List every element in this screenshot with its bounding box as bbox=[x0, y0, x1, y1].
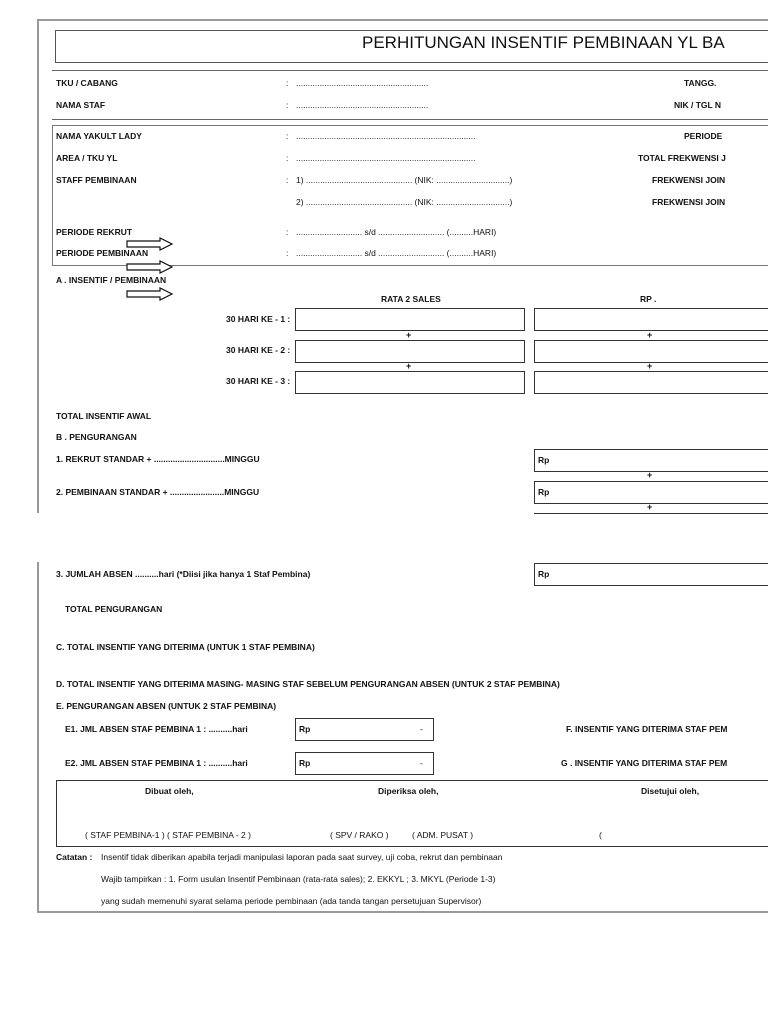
catatan-line-3: yang sudah memenuhi syarat selama periode pembinaan (ada tanda tangan persetujuan Supervisor) bbox=[101, 896, 482, 906]
form-bottom-border bbox=[37, 911, 768, 913]
sum-line bbox=[534, 513, 768, 514]
rp-label: Rp bbox=[299, 758, 311, 768]
adm-pusat-signature: ( ADM. PUSAT ) bbox=[412, 830, 474, 840]
plus-sign: + bbox=[406, 330, 412, 340]
rp-input-3[interactable] bbox=[534, 371, 768, 394]
tku-cabang-field[interactable]: ........................................................ bbox=[296, 78, 429, 88]
form-top-border bbox=[37, 19, 768, 21]
colon: : bbox=[286, 131, 289, 141]
right-arrow-icon bbox=[126, 260, 174, 274]
rp-header: RP . bbox=[640, 294, 657, 304]
e2-label: E2. JML ABSEN STAF PEMBINA 1 : ..........hari bbox=[65, 758, 248, 768]
dibuat-label: Dibuat oleh, bbox=[145, 786, 194, 796]
rp-label: Rp bbox=[299, 724, 311, 734]
nama-staf-field[interactable]: ........................................................ bbox=[296, 100, 429, 110]
rp-input-1[interactable] bbox=[534, 308, 768, 331]
total-frekwensi-label: TOTAL FREKWENSI J bbox=[638, 153, 726, 163]
area-field[interactable]: ............................................................................ bbox=[296, 153, 476, 163]
section-d-label: D. TOTAL INSENTIF YANG DITERIMA MASING- MASING STAF SEBELUM PENGURANGAN ABSEN (UNTUK 2 STAF PEMBINA) bbox=[56, 679, 560, 689]
e1-rp-field[interactable] bbox=[295, 718, 434, 741]
spv-rako-signature: ( SPV / RAKO ) bbox=[330, 830, 389, 840]
plus-sign: + bbox=[647, 330, 653, 340]
pembinaan-standar-label: 2. PEMBINAAN STANDAR + .......................MINGGU bbox=[56, 487, 260, 497]
catatan-line-2: Wajib tampirkan : 1. Form usulan Insentif Pembinaan (rata-rata sales); 2. EKKYL ; 3. MKYL (Periode 1-3) bbox=[101, 874, 496, 884]
catatan-label: Catatan : bbox=[56, 852, 93, 862]
periode-rekrut-label: PERIODE REKRUT bbox=[56, 227, 133, 237]
header-divider-top bbox=[52, 70, 768, 71]
page-title: PERHITUNGAN INSENTIF PEMBINAAN YL BA bbox=[362, 33, 725, 52]
area-label: AREA / TKU YL bbox=[56, 153, 118, 163]
periode-label: PERIODE bbox=[684, 131, 723, 141]
approver-signature: ( bbox=[599, 830, 602, 840]
plus-sign: + bbox=[406, 361, 412, 371]
jumlah-absen-rp-field[interactable] bbox=[534, 563, 768, 586]
staf-pembina-signature: ( STAF PEMBINA-1 ) ( STAF PEMBINA - 2 ) bbox=[85, 830, 251, 840]
colon: : bbox=[286, 153, 289, 163]
right-arrow-icon bbox=[126, 237, 174, 251]
section-c-label: C. TOTAL INSENTIF YANG DITERIMA (UNTUK 1 STAF PEMBINA) bbox=[56, 642, 315, 652]
jumlah-absen-label: 3. JUMLAH ABSEN ..........hari (*Diisi jika hanya 1 Staf Pembina) bbox=[56, 569, 311, 579]
plus-sign: + bbox=[647, 502, 653, 512]
frekwensi-join-1: FREKWENSI JOIN bbox=[652, 175, 726, 185]
e1-value: - bbox=[420, 724, 423, 734]
frekwensi-join-2: FREKWENSI JOIN bbox=[652, 197, 726, 207]
e1-label: E1. JML ABSEN STAF PEMBINA 1 : ..........hari bbox=[65, 724, 248, 734]
colon: : bbox=[286, 78, 289, 88]
f-label: F. INSENTIF YANG DITERIMA STAF PEM bbox=[566, 724, 728, 734]
staff-line-2[interactable]: 2) ............................................. (NIK: ...............................) bbox=[296, 197, 513, 207]
form-left-border bbox=[37, 20, 39, 513]
diperiksa-label: Diperiksa oleh, bbox=[378, 786, 439, 796]
total-insentif-awal-label: TOTAL INSENTIF AWAL bbox=[56, 411, 152, 421]
nama-staf-label: NAMA STAF bbox=[56, 100, 106, 110]
g-label: G . INSENTIF YANG DITERIMA STAF PEM bbox=[561, 758, 728, 768]
tku-cabang-label: TKU / CABANG bbox=[56, 78, 118, 88]
staff-pembinaan-label: STAFF PEMBINAAN bbox=[56, 175, 137, 185]
periode-pembinaan-range[interactable]: ............................ s/d ............................ (..........HARI) bbox=[296, 248, 497, 258]
nik-tgl-label: NIK / TGL N bbox=[674, 100, 722, 110]
periode-rekrut-range[interactable]: ............................ s/d ............................ (..........HARI) bbox=[296, 227, 497, 237]
rata-sales-input-2[interactable] bbox=[295, 340, 525, 363]
colon: : bbox=[286, 227, 289, 237]
pembinaan-standar-rp-field[interactable] bbox=[534, 481, 768, 504]
staff-line-1[interactable]: 1) ............................................. (NIK: ...............................) bbox=[296, 175, 513, 185]
right-arrow-icon bbox=[126, 287, 174, 301]
colon: : bbox=[286, 100, 289, 110]
rata-sales-header: RATA 2 SALES bbox=[381, 294, 441, 304]
disetujui-label: Disetujui oleh, bbox=[641, 786, 700, 796]
rata-sales-input-3[interactable] bbox=[295, 371, 525, 394]
header-divider-bottom bbox=[52, 119, 768, 120]
rp-label: Rp bbox=[538, 487, 550, 497]
colon: : bbox=[286, 248, 289, 258]
nama-yl-label: NAMA YAKULT LADY bbox=[56, 131, 142, 141]
rp-label: Rp bbox=[538, 455, 550, 465]
tanggal-label: TANGG. bbox=[684, 78, 717, 88]
rekrut-standar-rp-field[interactable] bbox=[534, 449, 768, 472]
hari-ke-3-label: 30 HARI KE - 3 : bbox=[226, 376, 291, 386]
hari-ke-2-label: 30 HARI KE - 2 : bbox=[226, 345, 291, 355]
rp-input-2[interactable] bbox=[534, 340, 768, 363]
plus-sign: + bbox=[647, 361, 653, 371]
section-b-label: B . PENGURANGAN bbox=[56, 432, 137, 442]
hari-ke-1-label: 30 HARI KE - 1 : bbox=[226, 314, 291, 324]
section-a-label: A . INSENTIF / PEMBINAAN bbox=[56, 275, 167, 285]
plus-sign: + bbox=[647, 470, 653, 480]
colon: : bbox=[286, 175, 289, 185]
rata-sales-input-1[interactable] bbox=[295, 308, 525, 331]
form-left-border-lower bbox=[37, 562, 39, 912]
rekrut-standar-label: 1. REKRUT STANDAR + ..............................MINGGU bbox=[56, 454, 260, 464]
total-pengurangan-label: TOTAL PENGURANGAN bbox=[65, 604, 163, 614]
rp-label: Rp bbox=[538, 569, 550, 579]
e2-rp-field[interactable] bbox=[295, 752, 434, 775]
nama-yl-field[interactable]: ............................................................................ bbox=[296, 131, 476, 141]
section-e-label: E. PENGURANGAN ABSEN (UNTUK 2 STAF PEMBINA) bbox=[56, 701, 277, 711]
e2-value: - bbox=[420, 758, 423, 768]
catatan-line-1: Insentif tidak diberikan apabila terjadi manipulasi laporan pada saat survey, uji coba, rekrut dan pembinaan bbox=[101, 852, 503, 862]
periode-pembinaan-label: PERIODE PEMBINAAN bbox=[56, 248, 149, 258]
